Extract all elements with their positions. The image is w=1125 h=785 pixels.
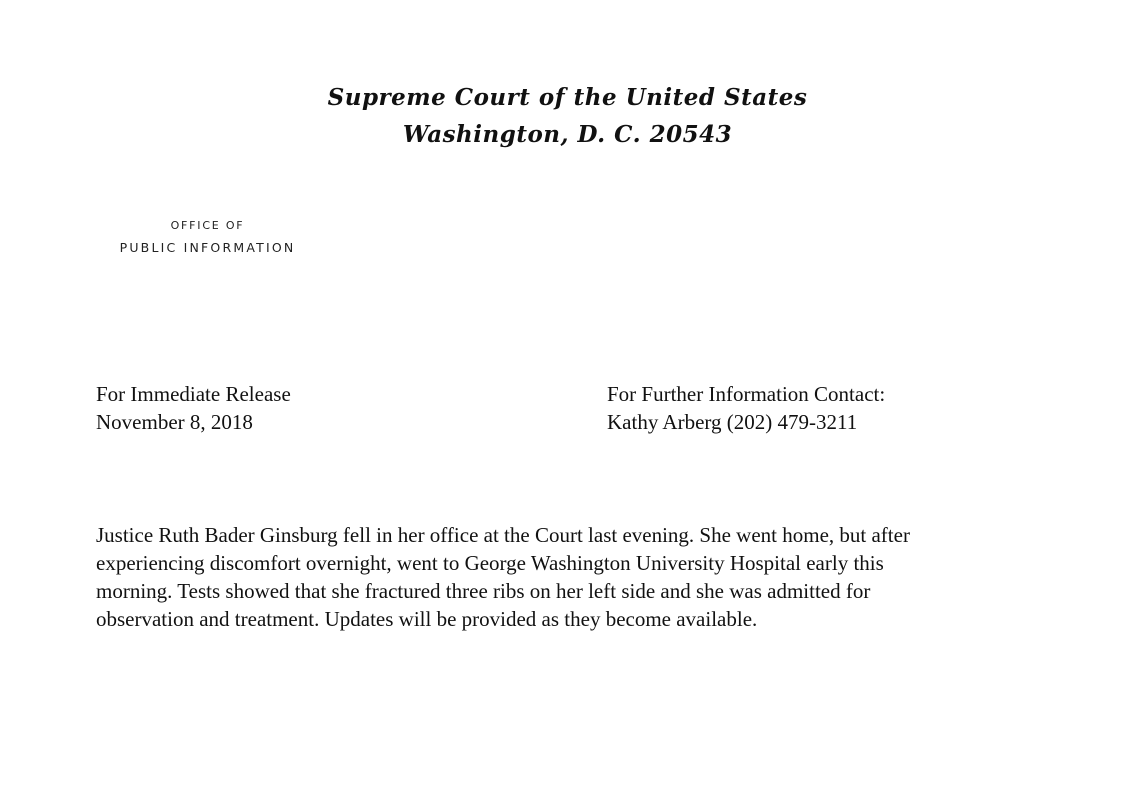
contact-heading: For Further Information Contact: [607, 382, 886, 406]
letterhead-court-name: Supreme Court of the United States [327, 84, 808, 111]
office-label [100, 219, 315, 255]
body-line: observation and treatment. Updates will be provided as they become available. [96, 607, 758, 631]
office-label-bottom: PUBLIC INFORMATION [119, 240, 296, 255]
body-line: Justice Ruth Bader Ginsburg fell in her office at the Court last evening. She went home, but after [96, 523, 910, 547]
release-heading: For Immediate Release [96, 382, 291, 406]
body-paragraph [96, 521, 1041, 633]
body-line: experiencing discomfort overnight, went to George Washington University Hospital early this [96, 551, 884, 575]
body-line: morning. Tests showed that she fractured three ribs on her left side and she was admitted for [96, 579, 871, 603]
release-info [96, 380, 291, 436]
release-date: November 8, 2018 [96, 410, 253, 434]
contact-info [607, 380, 885, 436]
office-label-top: OFFICE OF [170, 219, 245, 232]
letterhead-address: Washington, D. C. 20543 [402, 121, 733, 148]
contact-person: Kathy Arberg (202) 479-3211 [607, 410, 858, 434]
